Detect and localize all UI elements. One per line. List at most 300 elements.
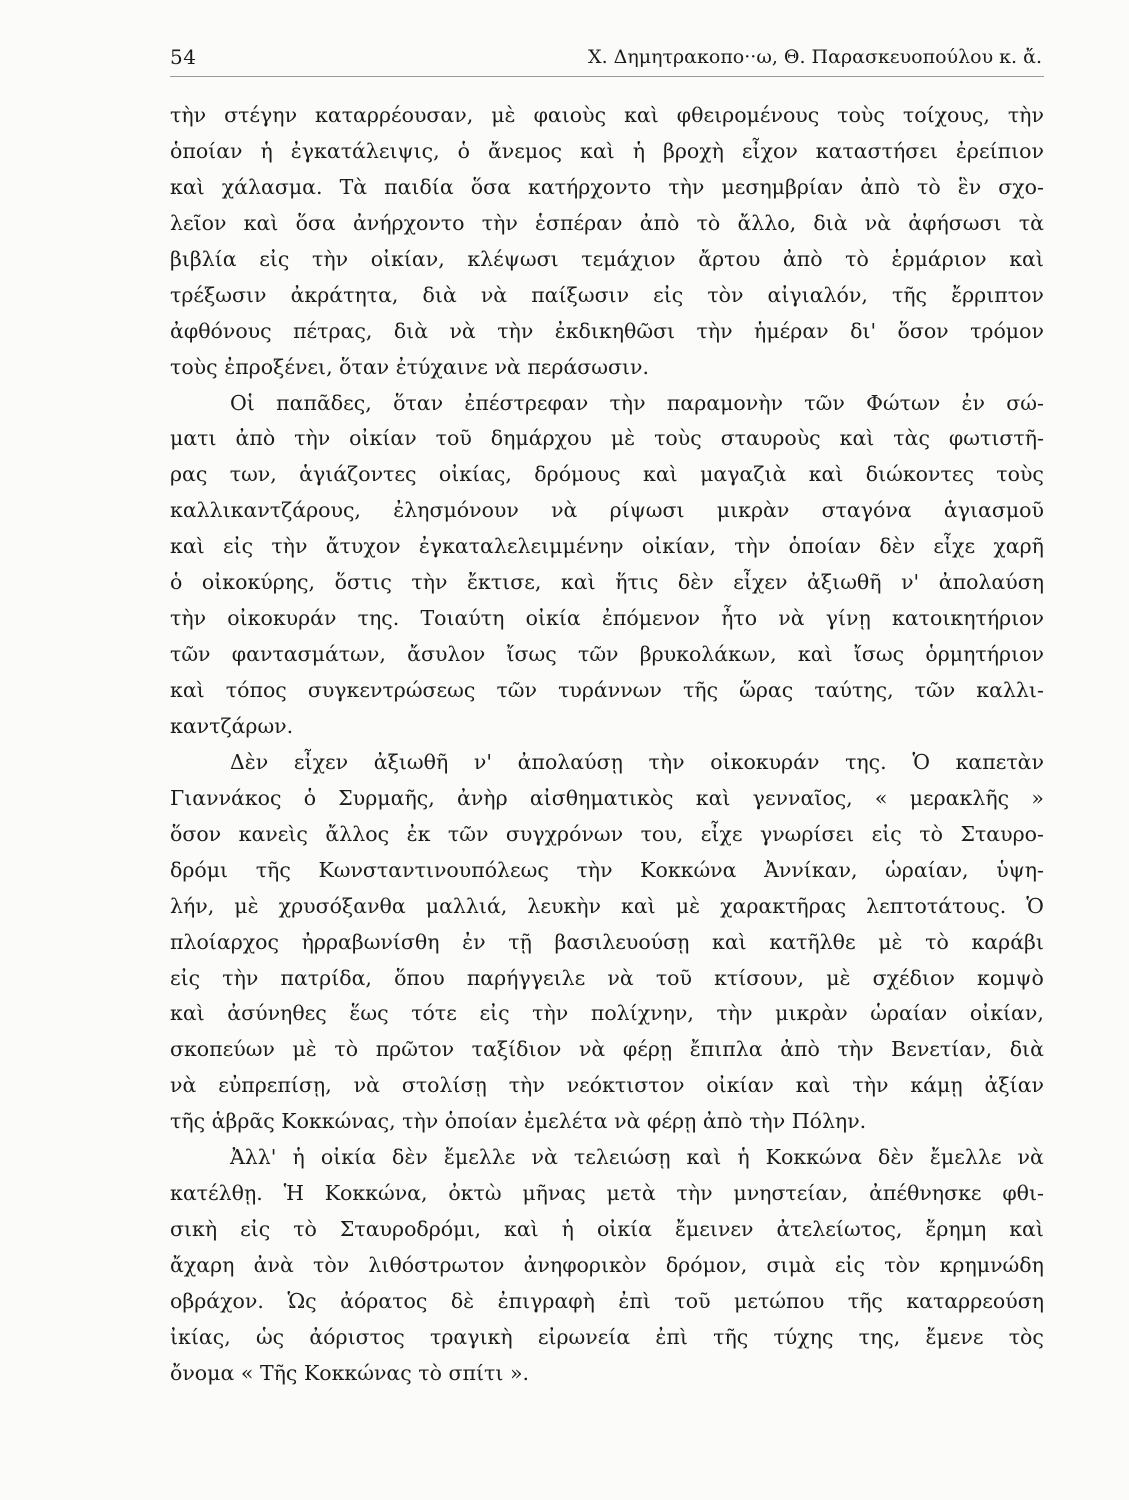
word: ὑψη-: [996, 857, 1044, 882]
word: της.: [357, 606, 400, 631]
text-line: [170, 1356, 1044, 1392]
word: λιθόστρωτον: [368, 1253, 505, 1277]
text-line: [170, 134, 1044, 170]
word: αἰσθηματικὸς: [529, 785, 674, 810]
word: Κοκκώνας,: [281, 1109, 396, 1134]
word: στολίσῃ: [401, 1073, 487, 1098]
word: εἰς: [834, 1253, 865, 1277]
word: καλλι-: [976, 678, 1044, 702]
word: δὲν: [878, 1145, 914, 1170]
word: μαλλιά,: [425, 893, 508, 918]
word: ἀτελείωτος,: [776, 1217, 903, 1242]
word: ἐγκατάλειψις,: [290, 138, 440, 163]
word: ἄχαρη: [170, 1253, 235, 1277]
text-line: [170, 170, 1044, 206]
word: Τὰ: [339, 174, 368, 199]
word: ματι: [170, 426, 217, 451]
word: ἁβρᾶς: [211, 1109, 275, 1134]
word: φαιοὺς: [533, 103, 607, 127]
word: νὰ: [778, 606, 805, 631]
word: κρημνώδη: [939, 1253, 1044, 1277]
word: Βενετίαν,: [891, 1037, 993, 1062]
word: εἰς: [240, 1217, 271, 1242]
text-line: [170, 278, 1044, 314]
text-line: [170, 98, 1044, 134]
word: τὴν: [668, 174, 705, 199]
word: τὴν: [648, 749, 685, 774]
word: ὅταν: [393, 390, 444, 415]
word: Κοκκώνα: [765, 1145, 862, 1170]
word: ἔκτισε,: [467, 570, 542, 595]
word: ὅσα: [470, 174, 511, 199]
word: ἀφήσωσι: [908, 210, 1002, 235]
word: ὅστις: [334, 570, 392, 595]
word: γίνῃ: [825, 606, 871, 631]
word: τὸ: [696, 210, 721, 235]
word: ἄνεμος: [487, 138, 563, 163]
word: ἠρραβωνίσθη: [301, 929, 440, 954]
text-line: [170, 457, 1044, 493]
text-line: [170, 745, 1044, 781]
word: νὰ: [494, 354, 521, 379]
word: βιβλία: [170, 246, 237, 271]
text-line: [170, 1032, 1044, 1068]
word: τὴν: [676, 1181, 713, 1206]
word: ἐπὶ: [655, 1324, 688, 1349]
text-line: [170, 565, 1044, 601]
word: οἰκίαν: [706, 1073, 774, 1098]
word: δὲν: [677, 570, 714, 595]
word: ἀκράτητα,: [290, 282, 399, 307]
word: τοὺς: [654, 426, 702, 451]
word: οἰκίαν,: [641, 534, 716, 559]
word: ὁποίαν: [170, 138, 243, 163]
word: ἐμελέτα: [523, 1109, 608, 1134]
word: πατρίδα,: [280, 965, 372, 990]
word: πλοίαρχος: [170, 929, 279, 954]
word: μετώπου: [734, 1288, 825, 1313]
running-head: Χ. Δημητρακοπο··ω, Θ. Παρασκευοπούλου κ. ἄ.: [588, 46, 1042, 68]
word: ἀπολαύσῃ: [517, 749, 623, 774]
word: δημάρχου: [490, 426, 592, 451]
word: μικρὰν: [775, 1001, 848, 1026]
word: ὅσον: [897, 318, 949, 343]
word: στέγην: [224, 103, 298, 127]
text-line: [170, 493, 1044, 529]
word: δὲ: [450, 1288, 475, 1313]
word: συγκεντρώσεως: [307, 678, 476, 702]
word: Γιαννάκος: [170, 785, 282, 810]
word: ἡμέραν: [754, 318, 829, 343]
word: καταστήσει: [815, 138, 938, 163]
word: φέρῃ: [647, 1109, 697, 1134]
word: νὰ: [1017, 1145, 1044, 1170]
word: τοίχους,: [902, 103, 990, 127]
text-line: [170, 421, 1044, 457]
word: συγχρόνων: [505, 821, 624, 846]
word: Σταυρο-: [960, 821, 1044, 846]
word: δρόμους: [534, 462, 621, 487]
word: μετὰ: [606, 1181, 656, 1206]
word: ἐκδικηθῶσι: [554, 318, 676, 343]
word: ἄτυχον: [325, 534, 401, 559]
word: τοῦ: [435, 426, 472, 451]
word: νεόκτιστον: [566, 1073, 685, 1098]
word: τὴν: [716, 1001, 753, 1026]
word: ἀόρατος: [340, 1288, 428, 1313]
word: εἰς: [222, 534, 254, 559]
word: τὴν: [271, 534, 308, 559]
word: κατήρχοντο: [528, 174, 652, 199]
word: τῆς: [682, 678, 719, 702]
word: οἰκία: [320, 1145, 376, 1170]
text-line: [170, 1140, 1044, 1176]
word: σκοπεύων: [170, 1037, 275, 1062]
word: ἓν: [957, 174, 982, 199]
word: ἀνὴρ: [456, 785, 508, 810]
word: Τοιαύτη: [420, 606, 505, 631]
text-line: [170, 961, 1044, 997]
word: καὶ: [808, 462, 844, 487]
word: διώκοντες: [865, 462, 974, 487]
word: τὴν: [411, 570, 448, 595]
word: τρόμον: [970, 318, 1044, 343]
word: καὶ: [686, 1145, 722, 1170]
word: τὴν: [170, 103, 207, 127]
word: Πόλην.: [791, 1109, 867, 1134]
word: ἐπιγραφὴ: [497, 1288, 595, 1313]
word: καλλικαντζάρους,: [170, 498, 361, 523]
word: ἐγκαταλελειμμένην: [418, 534, 624, 559]
word: τὴν: [837, 1037, 874, 1062]
word: ἀπολαύση: [938, 570, 1044, 595]
word: διὰ: [1009, 1037, 1044, 1062]
word: καὶ: [621, 893, 656, 918]
word: τῶν: [577, 642, 619, 667]
word: ἔμενε: [925, 1324, 984, 1349]
word: δι': [850, 318, 877, 343]
page-number: 54: [170, 45, 197, 69]
word: ἀνηφορικὸν: [523, 1253, 647, 1277]
word: τόπος: [225, 678, 287, 702]
word: Σταυροδρόμι,: [339, 1217, 482, 1242]
word: καὶ: [504, 1217, 539, 1242]
word: ἡ: [292, 1145, 305, 1170]
word: ἀπὸ: [639, 210, 680, 235]
text-line: [170, 1284, 1044, 1320]
word: ταύτης,: [814, 678, 894, 702]
word: τῇ: [508, 929, 532, 954]
word: Οἱ: [230, 390, 255, 415]
word: εἰς: [871, 821, 902, 846]
word: ἔμελλε: [929, 1145, 1002, 1170]
word: Φώτων: [866, 390, 941, 415]
word: χαρακτῆρας: [720, 893, 847, 918]
word: χρυσόξανθα: [278, 893, 406, 918]
word: τὴν: [497, 318, 534, 343]
word: νὰ: [480, 282, 508, 307]
word: τεμάχιον: [581, 246, 676, 271]
word: ἁγιασμοῦ: [943, 498, 1044, 523]
word: ὀκτὼ: [448, 1181, 502, 1206]
word: οἰκίαν: [349, 426, 417, 451]
word: αἰγιαλόν,: [767, 282, 868, 307]
word: »: [1031, 785, 1044, 810]
word: νὰ: [449, 318, 476, 343]
word: εἰς: [653, 282, 684, 307]
text-line: [170, 1104, 1044, 1140]
text-line: [170, 350, 1044, 386]
word: τοὺς: [837, 103, 885, 127]
word: τὸν: [313, 1253, 350, 1277]
word: Κοκκώνας: [303, 1360, 412, 1385]
word: ἀξίαν: [984, 1073, 1044, 1098]
word: καντζάρων.: [170, 713, 294, 738]
word: ἥτις: [615, 570, 659, 595]
text-line: [170, 242, 1044, 278]
word: Ἀννίκαν,: [764, 857, 858, 882]
word: τὴν: [508, 1073, 545, 1098]
word: εἰς: [259, 246, 290, 271]
word: σικὴ: [170, 1217, 218, 1242]
word: καὶ: [795, 1073, 831, 1098]
text-line: [170, 1248, 1044, 1284]
word: Τῆς: [259, 1360, 298, 1385]
word: μικρὰν: [716, 498, 790, 523]
word: του,: [640, 821, 684, 846]
word: εἰρωνεία: [537, 1324, 631, 1349]
body-text: [170, 98, 1044, 1392]
word: κατοικητήριον: [892, 606, 1044, 631]
word: εὐπρεπίσῃ,: [218, 1073, 332, 1098]
word: βρυκολάκων,: [639, 642, 777, 667]
word: τῆς: [255, 857, 291, 882]
word: βροχὴ: [662, 138, 724, 163]
word: σχέδιον: [872, 965, 955, 990]
word: ὅταν: [339, 354, 390, 379]
word: ἀφθόνους: [170, 318, 272, 343]
word: εἶχεν: [733, 570, 788, 595]
word: καὶ: [1009, 1217, 1044, 1242]
word: ἔμεινεν: [674, 1217, 754, 1242]
word: ὁ: [303, 785, 317, 810]
word: ἡ: [561, 1217, 574, 1242]
word: τῆς: [891, 282, 928, 307]
word: «: [874, 785, 888, 810]
word: τοὺς: [170, 354, 218, 379]
word: δρόμον,: [665, 1253, 748, 1277]
word: ὡς: [255, 1324, 285, 1349]
word: φαντασμάτων,: [231, 642, 386, 667]
word: ἄλλο,: [737, 210, 797, 235]
word: ν': [901, 570, 920, 595]
word: Συρμαῆς,: [338, 785, 435, 810]
text-line: [170, 314, 1044, 350]
word: ».: [509, 1360, 530, 1385]
word: εἰς: [170, 965, 201, 990]
word: τοῦ: [674, 1288, 711, 1313]
word: μνηστείαν,: [733, 1181, 849, 1206]
word: ἀπὸ: [702, 1109, 743, 1134]
word: ἀνήρχοντο: [352, 210, 465, 235]
word: καὶ: [580, 138, 615, 163]
word: τὴν: [532, 1001, 569, 1026]
word: τὰ: [1018, 210, 1044, 235]
word: ν': [473, 749, 492, 774]
word: ἀπέθνησκε: [869, 1181, 982, 1206]
word: περάσωσιν.: [527, 354, 650, 379]
word: κατέλθῃ.: [170, 1181, 263, 1206]
text-line: [170, 386, 1044, 422]
word: ὁ: [457, 138, 470, 163]
word: ἀπὸ: [235, 426, 276, 451]
word: τὸν: [707, 282, 744, 307]
word: τὸ: [845, 246, 869, 271]
word: διὰ: [813, 210, 848, 235]
text-line: [170, 996, 1044, 1032]
word: καὶ: [170, 678, 205, 702]
word: ἑρμάριον: [891, 246, 987, 271]
word: ἦτο: [721, 606, 758, 631]
word: τὴν: [311, 246, 349, 271]
word: ἄρτου: [698, 246, 761, 271]
word: κατῆλθε: [769, 929, 856, 954]
text-line: [170, 1068, 1044, 1104]
word: χάλασμα.: [221, 174, 323, 199]
word: οἰκοκυράν: [710, 749, 820, 774]
word: καὶ: [797, 642, 833, 667]
word: κλέψωσι: [467, 246, 559, 271]
word: ἕως: [349, 1001, 389, 1026]
word: ἁγιάζοντες: [299, 462, 417, 487]
word: σταγόνα: [821, 498, 912, 523]
word: ἐπροξένει,: [224, 354, 333, 379]
word: τὴν: [576, 857, 613, 882]
word: κομψὸ: [977, 965, 1044, 990]
word: τὴν: [696, 318, 733, 343]
word: ἴσως: [853, 642, 905, 667]
word: ἀνὰ: [253, 1253, 294, 1277]
word: τὸ: [917, 174, 941, 199]
word: τῶν: [170, 642, 211, 667]
word: τὴν: [170, 606, 207, 631]
word: τὸ: [293, 1217, 317, 1242]
word: ἐπὶ: [618, 1288, 651, 1313]
word: καὶ: [712, 929, 747, 954]
word: ὁρμητήριον: [925, 642, 1044, 667]
word: λήν,: [170, 893, 215, 918]
word: τύχης: [773, 1324, 834, 1349]
word: νὰ: [607, 965, 634, 990]
word: σιμὰ: [766, 1253, 816, 1277]
word: οἰκίαν,: [969, 1001, 1044, 1026]
word: φθειρομένους: [676, 103, 820, 127]
word: τῶν: [447, 821, 489, 846]
word: ἄλλος: [325, 821, 390, 846]
word: καπετὰν: [955, 749, 1044, 774]
word: χαρῆ: [993, 534, 1044, 559]
word: τὸ: [919, 821, 943, 846]
word: τραγικὴ: [429, 1324, 513, 1349]
word: μὲ: [826, 965, 851, 990]
word: καταρρέουσαν,: [315, 103, 474, 127]
word: τρέξωσιν: [170, 282, 267, 307]
word: τὴν: [609, 390, 646, 415]
word: ἐν: [462, 929, 486, 954]
word: ἐπέστρεφαν: [464, 390, 589, 415]
word: δρόμι: [170, 857, 229, 882]
word: εἶχε: [700, 821, 743, 846]
word: οἰκίαν,: [370, 246, 445, 271]
word: ὁ: [170, 570, 183, 595]
word: ὥρας: [739, 678, 794, 702]
word: πολίχνην,: [590, 1001, 694, 1026]
word: ἐτύχαινε: [395, 354, 488, 379]
word: καὶ: [170, 174, 205, 199]
word: ρας: [170, 462, 208, 487]
word: καταρρεούση: [906, 1288, 1044, 1313]
word: κανεὶς: [238, 821, 308, 846]
word: ἀπὸ: [782, 246, 823, 271]
text-line: [170, 206, 1044, 242]
word: ἀπὸ: [860, 174, 900, 199]
text-line: [170, 889, 1044, 925]
word: Ὁ: [1026, 893, 1044, 918]
word: φθι-: [1002, 1181, 1044, 1206]
word: ταξίδιον: [471, 1037, 562, 1062]
word: γνωρίσει: [759, 821, 855, 846]
word: Ὁ: [912, 749, 930, 774]
word: εἰς: [479, 1001, 510, 1026]
word: καὶ: [624, 103, 659, 127]
word: εἶχον: [741, 138, 798, 163]
word: της,: [858, 1324, 901, 1349]
text-line: [170, 637, 1044, 673]
word: ὡραίαν,: [885, 857, 969, 882]
word: τὸ: [925, 929, 949, 954]
word: τὴν: [852, 1073, 889, 1098]
word: ἀπὸ: [780, 1037, 820, 1062]
word: ἔμελλε: [443, 1145, 516, 1170]
word: δὲν: [392, 1145, 428, 1170]
word: οἰκοκύρης,: [201, 570, 316, 595]
word: γενναῖος,: [752, 785, 853, 810]
word: ἔρριπτον: [951, 282, 1044, 307]
word: νὰ: [614, 1109, 641, 1134]
word: δὲν: [879, 534, 916, 559]
word: ἐκ: [406, 821, 431, 846]
word: Ἡ: [283, 1181, 304, 1206]
word: Κοκκώνα: [640, 857, 737, 882]
text-line: [170, 673, 1044, 709]
word: διὰ: [393, 318, 429, 343]
word: μῆνας: [522, 1181, 586, 1206]
word: νὰ: [578, 1037, 606, 1062]
word: καὶ: [170, 534, 205, 559]
word: φέρῃ: [622, 1037, 673, 1062]
word: παπᾶδες,: [276, 390, 372, 415]
word: οἰκίας,: [438, 462, 512, 487]
word: της.: [845, 749, 887, 774]
word: τὴν: [402, 1109, 439, 1134]
word: τὴν: [734, 534, 771, 559]
word: μὲ: [878, 929, 903, 954]
word: εἶχεν: [293, 749, 349, 774]
word: «: [240, 1360, 254, 1385]
word: λεπτοτάτους.: [866, 893, 1007, 918]
word: ἡ: [632, 138, 645, 163]
word: τότε: [411, 1001, 457, 1026]
